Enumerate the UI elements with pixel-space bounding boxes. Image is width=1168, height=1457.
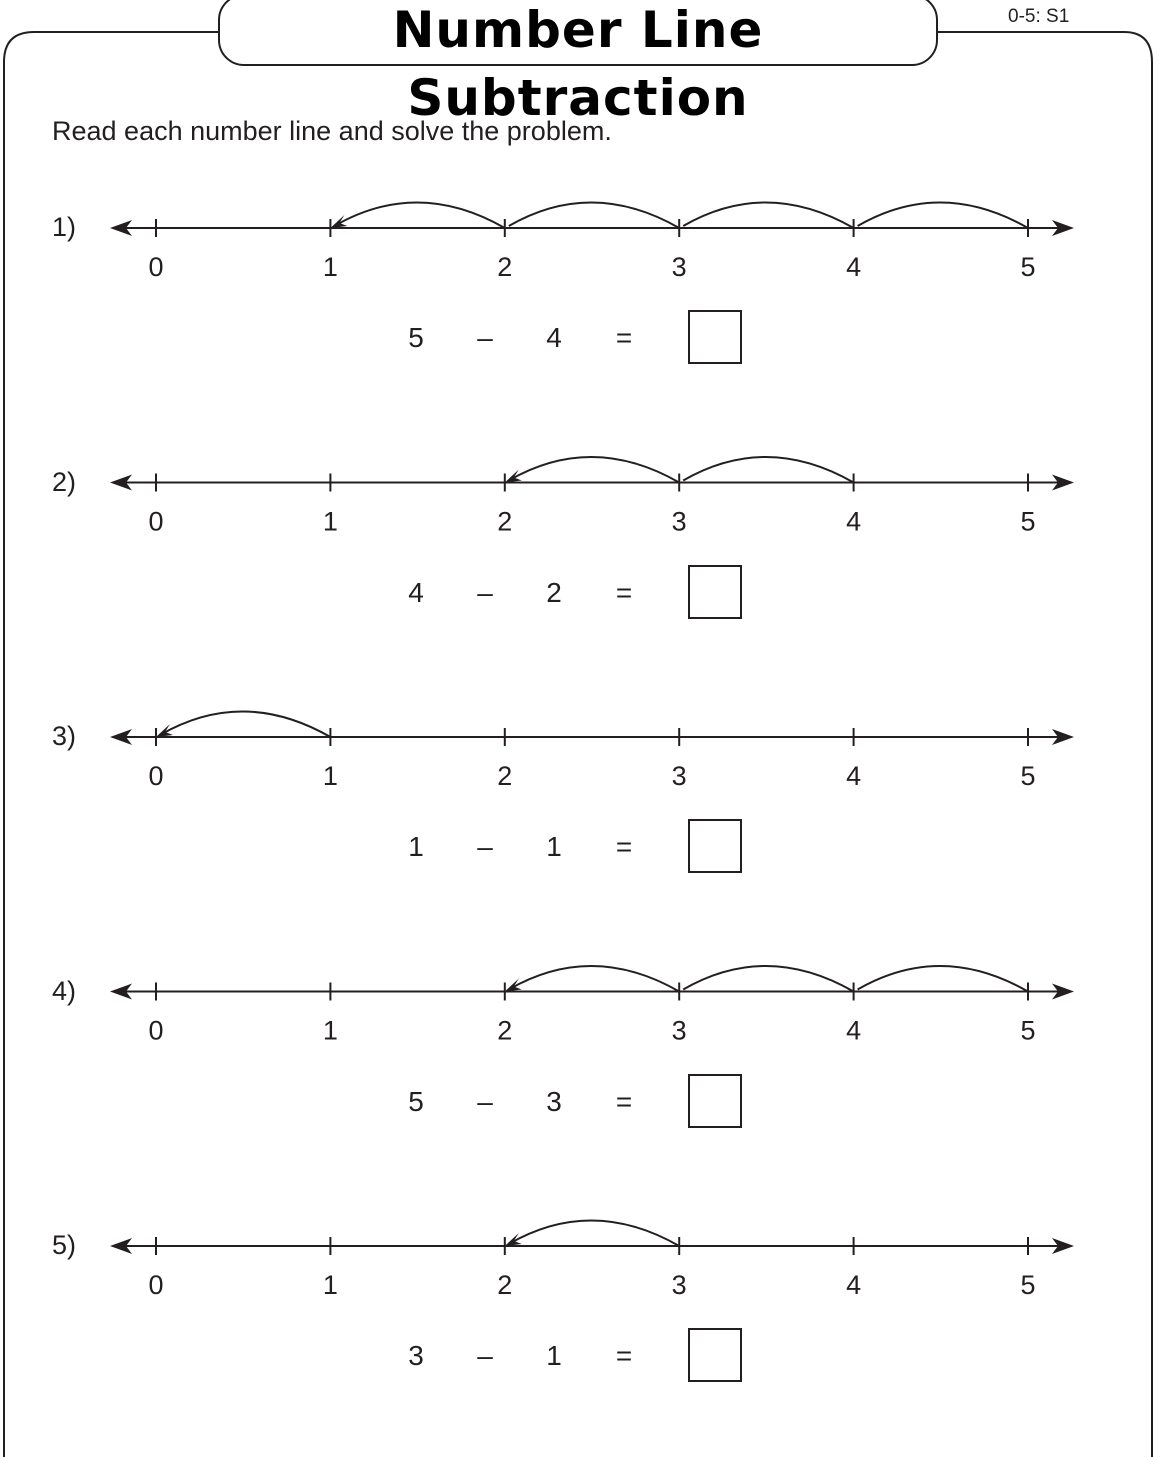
tick-label: 4 — [846, 1015, 862, 1046]
minuend-value: 1 — [408, 831, 424, 862]
tick-label: 4 — [846, 252, 862, 282]
minus-sign: – — [477, 831, 493, 862]
tick-label: 0 — [148, 761, 164, 791]
tick-label: 5 — [1020, 761, 1036, 791]
tick-label: 1 — [322, 252, 338, 282]
tick-label: 1 — [322, 1015, 338, 1046]
subtrahend-value: 2 — [546, 576, 562, 608]
equals-sign: = — [615, 831, 633, 862]
minuend-value: 3 — [408, 1340, 424, 1371]
tick-label: 2 — [497, 1270, 513, 1300]
equals-sign: = — [615, 1340, 633, 1371]
tick-label: 0 — [148, 252, 164, 282]
tick-label: 1 — [322, 506, 338, 537]
tick-label: 4 — [846, 506, 862, 537]
problem-number: 2) — [52, 466, 77, 497]
tick-label: 2 — [497, 761, 513, 791]
worksheet-code: 0-5: S1 — [1008, 6, 1070, 27]
jump-arrowhead — [505, 1233, 522, 1246]
tick-label: 4 — [846, 761, 862, 791]
tick-label: 2 — [497, 506, 513, 537]
tick-label: 2 — [497, 252, 513, 282]
tick-label: 0 — [148, 1015, 164, 1046]
equals-sign: = — [615, 322, 633, 353]
minuend-value: 5 — [408, 322, 424, 353]
minus-sign: – — [477, 322, 493, 353]
problem-number: 5) — [52, 1230, 77, 1260]
answer-box[interactable] — [688, 1328, 742, 1382]
tick-label: 3 — [671, 1270, 687, 1300]
subtrahend-value: 3 — [546, 1085, 562, 1117]
subtrahend-value: 1 — [546, 1340, 562, 1371]
tick-label: 0 — [148, 506, 164, 537]
tick-label: 3 — [671, 1015, 687, 1046]
minus-sign: – — [477, 1340, 493, 1371]
jump-arc — [509, 1220, 679, 1246]
tick-label: 3 — [671, 252, 687, 282]
tick-label: 1 — [322, 1270, 338, 1300]
minuend-value: 4 — [408, 576, 424, 608]
tick-label: 3 — [671, 506, 687, 537]
equals-sign: = — [615, 1085, 633, 1117]
tick-label: 5 — [1020, 1270, 1036, 1300]
minus-sign: – — [477, 1085, 493, 1117]
problem-number: 1) — [52, 212, 77, 242]
problem-number: 3) — [52, 721, 77, 751]
subtrahend-value: 1 — [546, 831, 562, 862]
problem-number: 4) — [52, 975, 77, 1006]
tick-label: 1 — [322, 761, 338, 791]
instructions-text: Read each number line and solve the problem. — [52, 116, 612, 146]
tick-label: 3 — [671, 761, 687, 791]
subtrahend-value: 4 — [546, 322, 562, 353]
tick-label: 0 — [148, 1270, 164, 1300]
minus-sign: – — [477, 576, 493, 608]
tick-label: 4 — [846, 1270, 862, 1300]
tick-label: 5 — [1020, 1015, 1036, 1046]
tick-label: 2 — [497, 1015, 513, 1046]
equals-sign: = — [615, 576, 633, 608]
minuend-value: 5 — [408, 1085, 424, 1117]
worksheet-title: Number Line Subtraction — [218, 0, 938, 66]
tick-label: 5 — [1020, 252, 1036, 282]
tick-label: 5 — [1020, 506, 1036, 537]
